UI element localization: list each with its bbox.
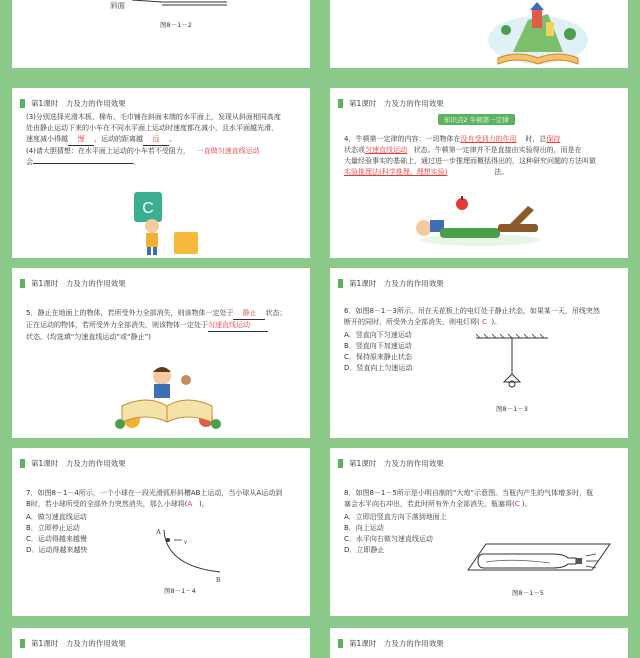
header-title: 第1课时 力及力的作用效果 (31, 278, 126, 288)
answer-uniform-motion: 一直做匀速直线运动 (196, 147, 260, 155)
slide-6 (12, 448, 310, 616)
answer-choice: C (481, 318, 487, 326)
slide-1 (12, 0, 310, 68)
answer-slow: 慢 (77, 135, 85, 143)
header-marker (338, 99, 343, 108)
header-marker (20, 279, 25, 288)
hanging-lamp-diagram (472, 334, 552, 394)
text-line: (3)分别选择光滑木板、棉布、毛巾铺在斜面末端的水平面上，发现从斜面相同高度 (26, 113, 281, 121)
option-d: D．运动得越来越快 (26, 546, 88, 554)
header-title: 第1课时 力及力的作用效果 (349, 278, 444, 288)
text-span: 法。 (494, 168, 509, 176)
text-span: 速度减小得越 (26, 135, 68, 143)
child-reading-book-illustration (112, 362, 222, 432)
point-a-label: A (156, 528, 162, 536)
header-title: 第1课时 力及力的作用效果 (31, 458, 126, 468)
slide-4-text (26, 308, 306, 343)
slide-5 (330, 268, 628, 438)
block-letter: C (142, 200, 154, 217)
text-span: )。 (521, 500, 532, 508)
option-c: C．保持原来静止状态 (344, 353, 412, 361)
text-span: 会 (26, 158, 33, 166)
text-span: 时，总 (525, 135, 547, 143)
slide-header (20, 636, 126, 650)
header-title: 第1课时 力及力的作用效果 (31, 98, 126, 108)
figure-caption: 图8－1－5 (512, 589, 544, 597)
option-a: A．做匀速直线运动 (26, 513, 87, 521)
question-line: B时，若小球所受的全部外力突然消失，那么小球将( (26, 500, 188, 508)
option-d: D．立即静止 (344, 546, 385, 554)
answer-uniform: 匀速直线运动 (365, 146, 407, 154)
answer-uniform-motion: 匀速直线运动 (208, 321, 250, 329)
text-span: 正在运动的物体，若所受外力全部消失，则该物体一定处于 (26, 321, 208, 329)
text-line: 大量经验事实的基础上，通过进一步推理而概括得出的，这种研究问题的方法叫做 (344, 157, 596, 165)
figure-caption: 图8－1－2 (160, 21, 192, 29)
figure-caption: 图8－1－3 (496, 405, 528, 413)
text-line: 处由静止运动下来的小车在不同水平面上运动时速度都在减小，且水平面越光滑， (26, 124, 278, 132)
option-d: D．竖直向上匀速运动 (344, 364, 413, 372)
header-title: 第1课时 力及力的作用效果 (31, 638, 126, 648)
text-span: 状态。牛顿第一定律并不是直接由实验得出的，而是在 (413, 146, 582, 154)
answer-static: 静止 (242, 309, 257, 317)
text-line: 状态。(均选填“匀速直线运动”或“静止”) (26, 333, 151, 341)
answer-choice: C (514, 500, 520, 508)
answer-keep: 保持 (546, 135, 561, 143)
slide-header (20, 276, 126, 290)
slide-9 (330, 628, 628, 658)
header-marker (20, 99, 25, 108)
text-span: 5．静止在地面上的物体，若所受外力全部消失，则该物体一定处于 (26, 309, 234, 317)
question-line: 7．如图8－1－4所示，一个小球在一段光滑弧形斜槽AB上运动，当小球从A运动到 (26, 489, 283, 497)
header-marker (338, 279, 343, 288)
figure-caption: 图8－1－4 (164, 587, 196, 595)
slide-header (338, 96, 444, 110)
newton-reading-illustration (410, 194, 550, 254)
slide-illustration-top (330, 0, 628, 68)
slide-7 (330, 448, 628, 616)
text-span: (4)请大胆猜想：在水平面上运动的小车若不受阻力， (26, 147, 190, 155)
slide-3 (330, 88, 628, 258)
header-title: 第1课时 力及力的作用效果 (349, 458, 444, 468)
text-span: 4．牛顿第一定律的内容：一切物体在 (344, 135, 461, 143)
text-span: ，运动的距离越 (94, 135, 143, 143)
slide-8 (12, 628, 310, 658)
knowledge-point-tag: 知识点2 牛顿第一定律 (438, 114, 515, 125)
bottle-cannon-diagram (464, 530, 614, 580)
slide-header (338, 276, 444, 290)
header-marker (338, 459, 343, 468)
text-span: )。 (491, 318, 502, 326)
velocity-label: v (184, 538, 188, 546)
question-line: 塞会水平向右冲出，若此时所有外力全部消失，瓶塞将( (344, 500, 515, 508)
option-b: B．向上运动 (344, 524, 384, 532)
text-span: )。 (199, 500, 209, 508)
text-span: 状态； (265, 309, 287, 317)
option-b: B．竖直向下加速运动 (344, 342, 412, 350)
option-a: A．竖直向下匀速运动 (344, 331, 412, 339)
slide-3-text (344, 134, 620, 178)
slide-header (338, 456, 444, 470)
slide-header (20, 96, 126, 110)
answer-far: 远 (152, 135, 160, 143)
header-title: 第1课时 力及力的作用效果 (349, 638, 444, 648)
slide-4 (12, 268, 310, 438)
option-c: C．运动得越来越慢 (26, 535, 87, 543)
question-line: 6．如图8－1－3所示，吊在天花板上的电灯处于静止状态，如果某一天，吊线突然 (344, 307, 600, 315)
header-marker (20, 459, 25, 468)
option-c: C．水平向右做匀速直线运动 (344, 535, 433, 543)
header-title: 第1课时 力及力的作用效果 (349, 98, 444, 108)
slide-2 (12, 88, 310, 258)
answer-choice: A (187, 500, 193, 508)
text-span: 状态或 (344, 146, 365, 154)
boy-with-blocks-illustration (122, 188, 212, 258)
option-a: A．立即沿竖直方向下落到地面上 (344, 513, 447, 521)
slide-header (338, 636, 444, 650)
question-line: 8．如图8－1－5所示是小明自制的“大炮”示意图。当瓶内产生的气体增多时，瓶 (344, 489, 594, 497)
answer-method: 实验推理法(科学推理、理想实验) (344, 168, 448, 176)
slide-2-text: (3)分别选择光滑木板、棉布、毛巾铺在斜面末端的水平面上，发现从斜面相同高度 处由静止运动下来的小车在不同水平面上运动时速度都在减小，且水平面越光滑， 速度减小得越 慢 ，运动的距离越 远 。 (4)请大胆猜想：在水平面上运动的小车若不受阻力， 一直做匀速直线运动 会 。 (26, 112, 306, 168)
answer-no-force: 没有受到力的作用 (460, 135, 517, 143)
question-line: 断开的同时，所受外力全部消失，则电灯将( (344, 318, 480, 326)
option-b: B．立即停止运动 (26, 524, 80, 532)
slide-header (20, 456, 126, 470)
book-castle-illustration (478, 0, 598, 68)
point-b-label: B (216, 576, 221, 584)
slope-label: 斜面 (110, 1, 125, 10)
